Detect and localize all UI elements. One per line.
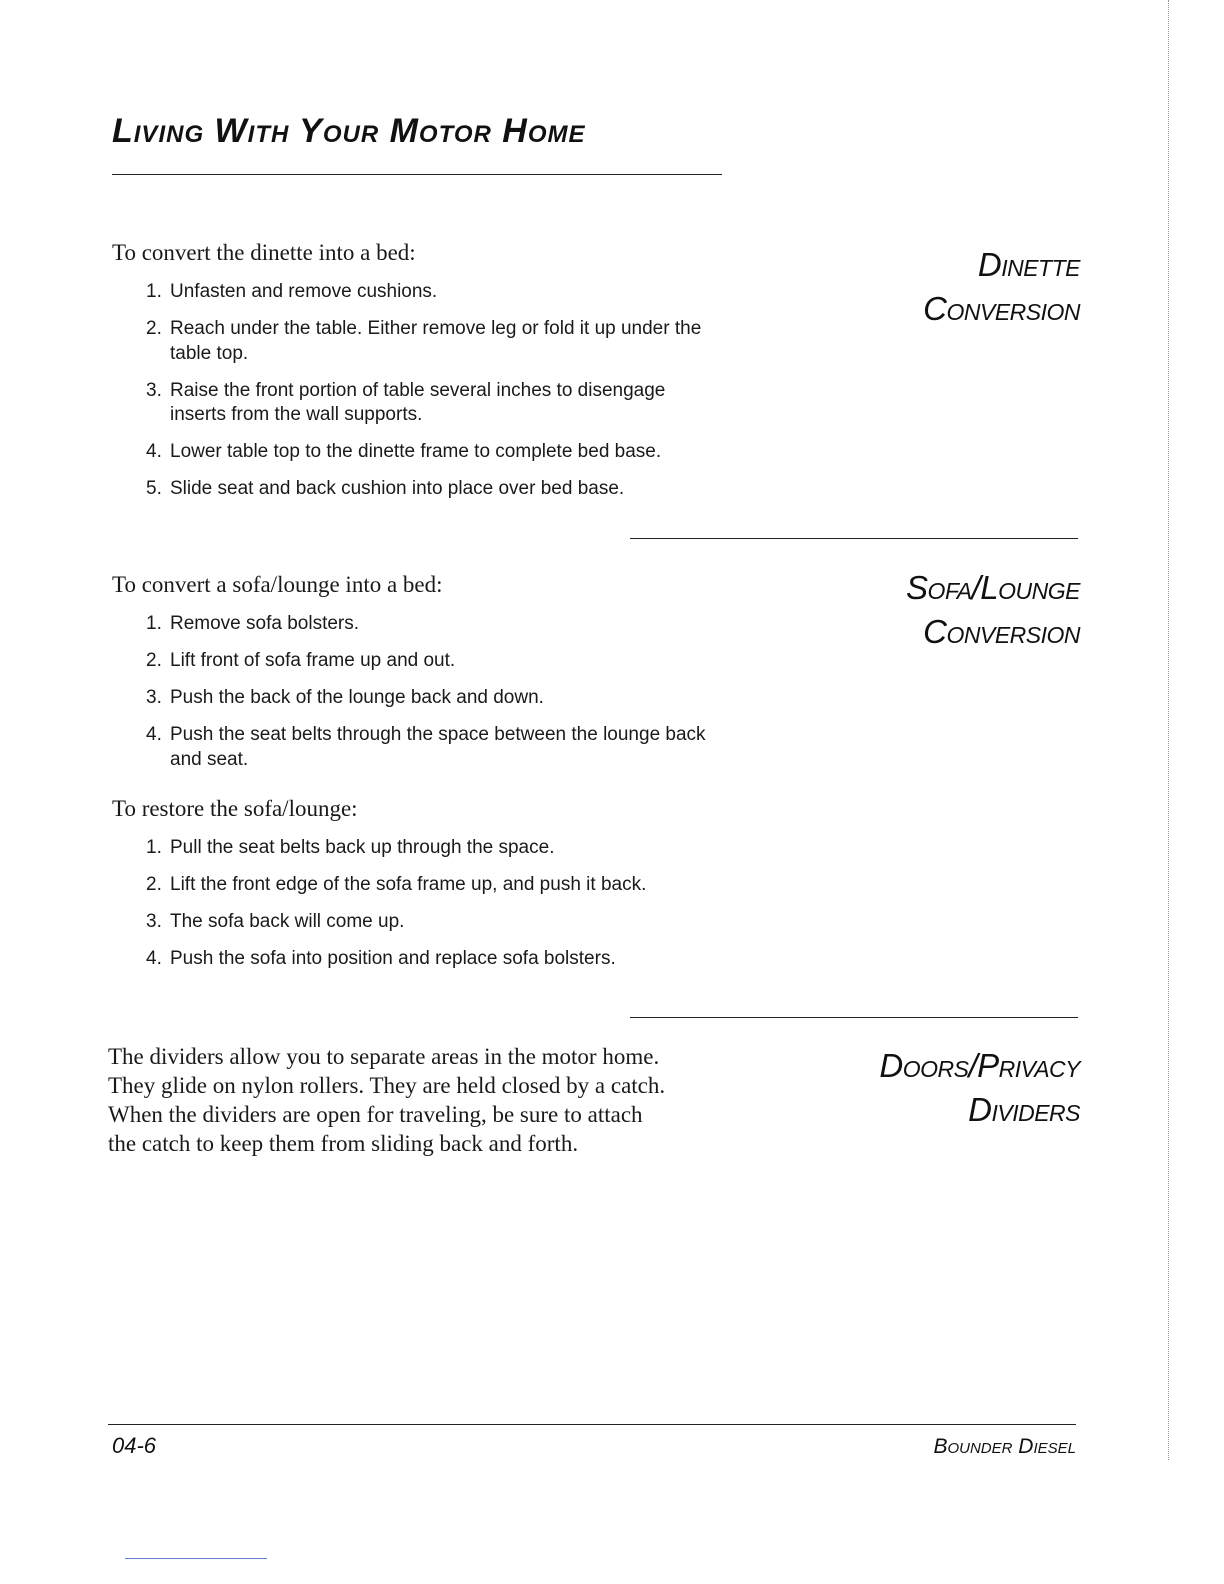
list-item — [146, 723, 726, 772]
dinette-heading-line2: Conversion — [923, 290, 1080, 327]
step-text: Lift the front edge of the sofa frame up, and push it back. — [170, 874, 647, 895]
title-divider — [112, 174, 722, 175]
scan-edge-line — [1168, 0, 1169, 1460]
sofa-steps — [146, 612, 726, 785]
step-number: 3. — [146, 687, 162, 708]
step-text: Lower table top to the dinette frame to complete bed base. — [170, 441, 662, 462]
page-title: Living With Your Motor Home — [112, 112, 586, 150]
step-number: 1. — [146, 613, 162, 634]
list-item — [146, 612, 726, 637]
paragraph-line: The dividers allow you to separate areas in the motor home. — [108, 1044, 660, 1069]
sofa-restore-steps — [146, 836, 726, 984]
step-number: 4. — [146, 441, 162, 462]
doors-heading-line2: Dividers — [968, 1091, 1080, 1128]
section-divider — [630, 538, 1078, 539]
list-item — [146, 686, 726, 711]
list-item — [146, 379, 726, 428]
step-number: 4. — [146, 948, 162, 969]
step-number: 3. — [146, 379, 162, 401]
doors-heading-line1: Doors/Privacy — [879, 1047, 1080, 1084]
step-text: Unfasten and remove cushions. — [170, 281, 438, 302]
step-number: 2. — [146, 318, 162, 339]
product-name: Bounder Diesel — [933, 1435, 1076, 1458]
paragraph-line: the catch to keep them from sliding back and forth. — [108, 1131, 579, 1156]
step-text: Lift front of sofa frame up and out. — [170, 650, 456, 671]
step-number: 4. — [146, 724, 162, 745]
list-item — [146, 280, 726, 305]
footer-divider — [108, 1424, 1076, 1425]
sofa-heading-line1: Sofa/Lounge — [906, 569, 1080, 606]
doors-heading — [879, 1044, 1080, 1132]
step-number: 5. — [146, 478, 162, 499]
list-item — [146, 873, 726, 898]
step-text: The sofa back will come up. — [170, 911, 405, 932]
list-item — [146, 440, 726, 465]
step-text: Push the back of the lounge back and down. — [170, 687, 544, 708]
step-number: 2. — [146, 650, 162, 671]
dinette-heading-line1: Dinette — [977, 246, 1080, 283]
paragraph-line: When the dividers are open for traveling, be sure to attach — [108, 1102, 643, 1127]
list-item — [146, 947, 726, 972]
list-item — [146, 317, 726, 366]
step-text: Push the seat belts through the space between the lounge back and seat. — [170, 724, 706, 770]
step-text: Reach under the table. Either remove leg or fold it up under the table top. — [170, 318, 702, 364]
scan-mark-line — [125, 1558, 267, 1559]
paragraph-line: They glide on nylon rollers. They are held closed by a catch. — [108, 1073, 666, 1098]
doors-paragraph — [108, 1042, 748, 1158]
list-item — [146, 836, 726, 861]
list-item — [146, 910, 726, 935]
step-text: Slide seat and back cushion into place over bed base. — [170, 478, 625, 499]
dinette-intro: To convert the dinette into a bed: — [112, 240, 416, 265]
step-text: Push the sofa into position and replace sofa bolsters. — [170, 948, 616, 969]
step-text: Raise the front portion of table several inches to disengage inserts from the wall supports. — [170, 379, 666, 425]
list-item — [146, 477, 726, 502]
step-text: Remove sofa bolsters. — [170, 613, 360, 634]
step-number: 2. — [146, 874, 162, 895]
sofa-restore-intro: To restore the sofa/lounge: — [112, 796, 358, 821]
dinette-steps — [146, 280, 726, 514]
step-text: Pull the seat belts back up through the space. — [170, 837, 555, 858]
sofa-heading — [906, 566, 1080, 654]
section-divider — [630, 1017, 1078, 1018]
list-item — [146, 649, 726, 674]
step-number: 1. — [146, 281, 162, 302]
dinette-heading — [923, 243, 1080, 331]
sofa-intro: To convert a sofa/lounge into a bed: — [112, 572, 443, 597]
step-number: 3. — [146, 911, 162, 932]
page-number: 04-6 — [112, 1433, 157, 1458]
sofa-heading-line2: Conversion — [923, 613, 1080, 650]
step-number: 1. — [146, 837, 162, 858]
